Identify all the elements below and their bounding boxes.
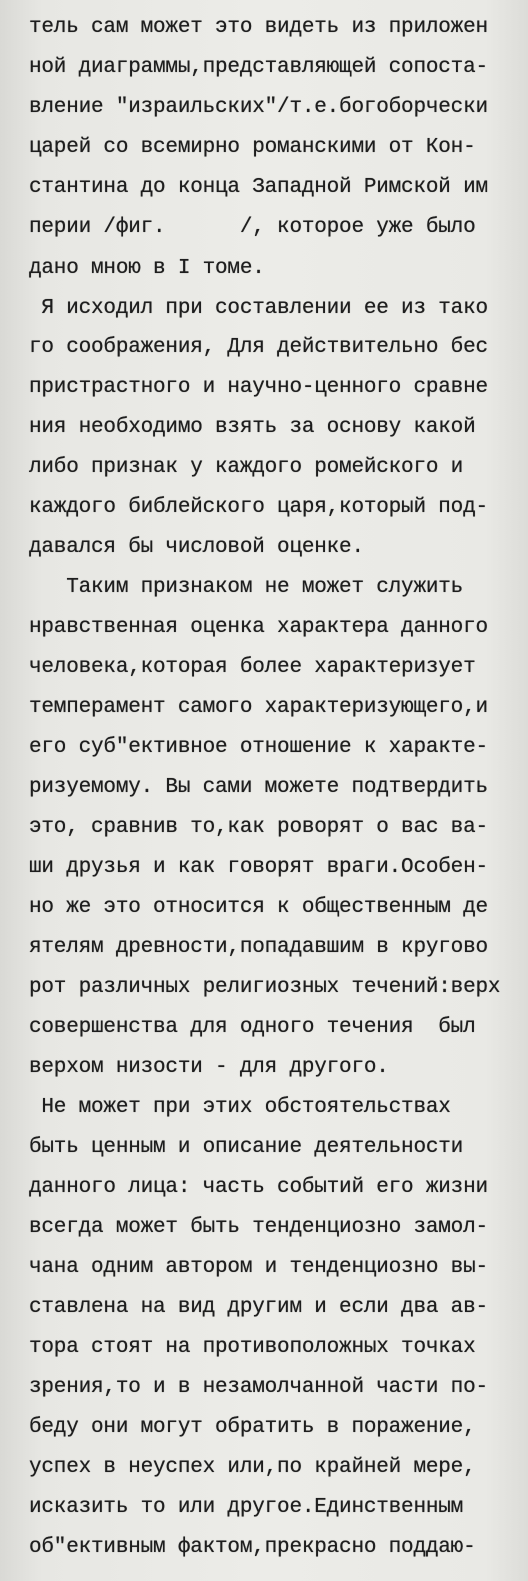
text-line: ния необходимо взять за основу какой <box>29 416 476 439</box>
text-line: быть ценным и описание деятельности <box>29 1136 464 1159</box>
text-line: перии /фиг. /, которое уже было <box>29 216 476 239</box>
text-line: успех в неуспех или,по крайней мере, <box>29 1456 476 1479</box>
text-line: ятелям древности,попадавшим в кругово <box>29 936 488 959</box>
text-line: исказить то или другое.Единственным <box>29 1496 464 1519</box>
text-line: верхом низости - для другого. <box>29 1056 389 1079</box>
text-line: Я исходил при составлении ее из тако <box>29 297 488 320</box>
text-line: темперамент самого характеризующего,и <box>29 696 488 719</box>
text-line: каждого библейского царя,который под- <box>29 496 488 519</box>
text-line: го соображения, Для действительно бес <box>29 336 488 359</box>
text-line: либо признак у каждого ромейского и <box>29 456 464 479</box>
text-line: но же это относится к общественным де <box>29 896 488 919</box>
text-line: рот различных религиозных течений:верх <box>29 976 501 999</box>
text-line: всегда может быть тенденциозно замол- <box>29 1216 488 1239</box>
text-line: Таким признаком не может служить <box>29 576 464 599</box>
text-line: зрения,то и в незамолчанной части по- <box>29 1376 488 1399</box>
text-line: стантина до конца Западной Римской им <box>29 176 488 199</box>
text-line: нравственная оценка характера данного <box>29 616 488 639</box>
text-line: тель сам может это видеть из приложен <box>29 16 488 39</box>
text-line: пристрастного и научно-ценного сравне <box>29 376 488 399</box>
text-line: человека,которая более характеризует <box>29 656 476 679</box>
text-line: ставлена на вид другим и если два ав- <box>29 1296 488 1319</box>
text-line: Не может при этих обстоятельствах <box>29 1096 451 1119</box>
text-line: его суб"ективное отношение к характе- <box>29 736 488 759</box>
text-line: давался бы числовой оценке. <box>29 536 364 559</box>
text-line: данного лица: часть событий его жизни <box>29 1176 488 1199</box>
text-line: об"ективным фактом,прекрасно поддаю- <box>29 1536 476 1559</box>
text-line: ши друзья и как говорят враги.Особен- <box>29 856 488 879</box>
text-line: царей со всемирно романскими от Кон- <box>29 136 476 159</box>
text-line: вление "израильских"/т.е.богоборчески <box>29 96 488 119</box>
text-line: совершенства для одного течения был <box>29 1016 476 1039</box>
text-line: чана одним автором и тенденциозно вы- <box>29 1256 488 1279</box>
text-line: тора стоят на противоположных точках <box>29 1336 476 1359</box>
text-line: ной диаграммы,представляющей сопоста- <box>29 56 488 79</box>
text-line: ризуемому. Вы сами можете подтвердить <box>29 776 488 799</box>
text-line: дано мною в I томе. <box>29 257 265 280</box>
text-line: беду они могут обратить в поражение, <box>29 1416 476 1439</box>
text-line: это, сравнив то,как роворят о вас ва- <box>29 816 488 839</box>
